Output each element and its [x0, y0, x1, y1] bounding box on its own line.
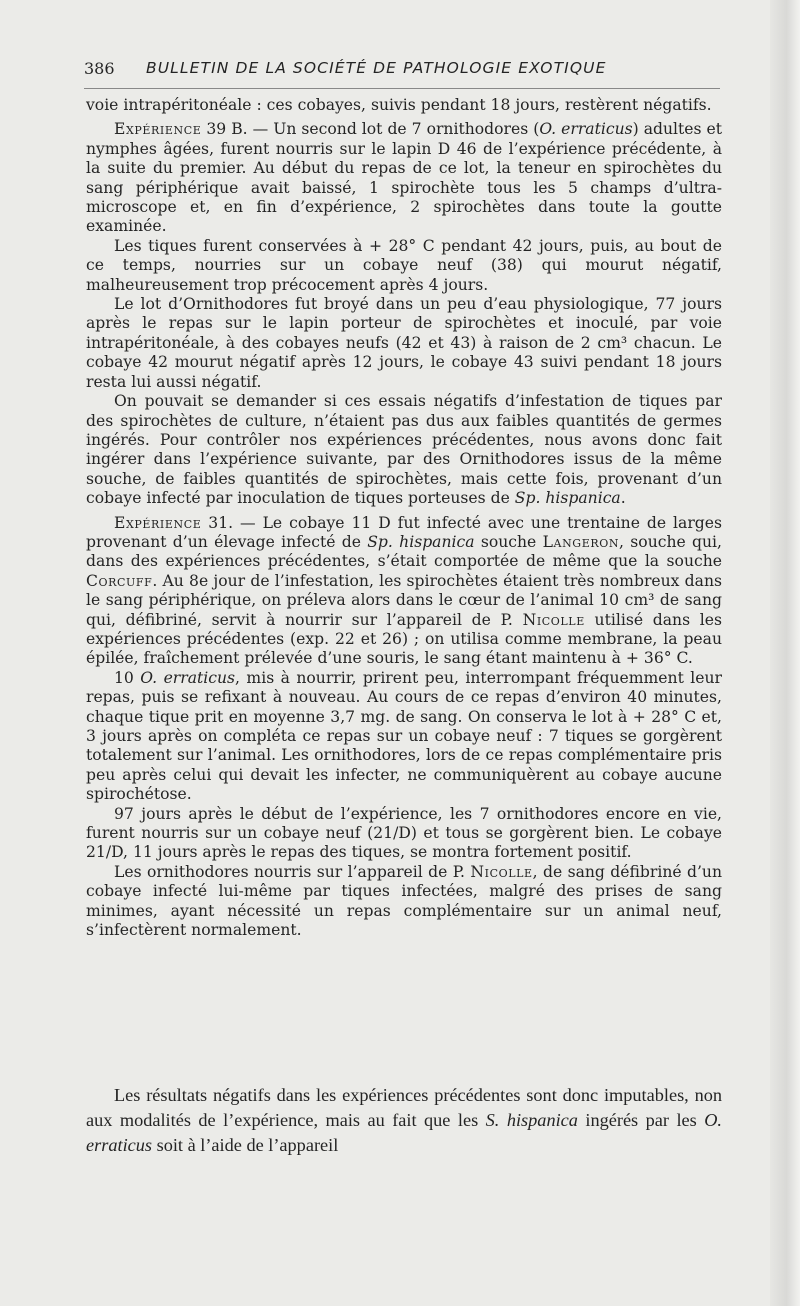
paragraph-text: souche: [474, 532, 543, 551]
small-caps-text: Corcuff: [86, 571, 153, 590]
paragraph: [86, 863, 722, 941]
paragraph-text: Les tiques furent conservées à + 28° C pendant 42 jours, puis, au bout de ce temps, nourries sur un cobaye neuf (38) qui mourut négatif, malheureusement trop précocement après 4 jours.: [86, 236, 722, 294]
small-caps-text: Nicolle: [522, 610, 585, 629]
small-caps-text: Langeron: [542, 532, 620, 551]
paragraph: [86, 237, 722, 295]
paragraph-text: Les résultats négatifs dans les expériences précédentes sont donc imputables, non aux modalités de l’expérience, mais au fait que les: [86, 1085, 722, 1130]
paragraph-text: . Au 8e jour de l’infestation, les spirochètes étaient très nombreux dans le sang périphérique, on préleva alors dans le cœur de l’animal 10 cm³ de sang qui, défibriné, servit à nourrir sur l’appareil de P.: [86, 571, 722, 629]
paragraph-text: Les ornithodores nourris sur l’appareil de P.: [114, 862, 471, 881]
paragraph-text: utilisé dans les expériences précédentes (exp. 22 et 26) ; on utilisa comme membrane, la peau épilée, fraîchement prélevée d’une souris, le sang étant maintenu à + 36° C.: [86, 610, 722, 668]
paragraph: [86, 1083, 722, 1158]
running-title: BULLETIN DE LA SOCIÉTÉ DE PATHOLOGIE EXOTIQUE: [146, 59, 607, 77]
paragraph: [86, 295, 722, 392]
page-number: 386: [84, 59, 115, 78]
paragraph-text: , mis à nourrir, prirent peu, interrompant fréquemment leur repas, puis se refixant à nouveau. Au cours de ce repas d’environ 40 minutes, chaque tique prit en moyenne 3,7 mg. de sang. On conserva le lot à + 28° C et, 3 jours après on compléta ce repas sur un cobaye neuf : 7 tiques se gorgèrent totalement sur l’animal. Les ornithodores, lors de ce repas complémentaire pris peu après celui qui devait les infecter, ne communiquèrent au cobaye aucune spirochétose.: [86, 668, 722, 804]
paragraph: [86, 669, 722, 805]
paragraph: [86, 514, 722, 669]
paragraph-text: , de sang défibriné d’un cobaye infecté lui-même par tiques infectées, malgré des prises de sang minimes, ayant nécessité un repas complémentaire sur un animal neuf, s’infectèrent normalement.: [86, 862, 722, 940]
paragraph: [86, 96, 722, 115]
header-rule: [84, 88, 720, 89]
body-text: [86, 96, 722, 940]
page-edge-shadow: [770, 0, 800, 1306]
paragraph-text: 31. — Le cobaye 11 D fut infecté avec une trentaine de larges provenant d’un élevage infecté de: [86, 513, 722, 551]
small-caps-text: Expérience: [114, 513, 202, 532]
paragraph-text: 97 jours après le début de l’expérience, les 7 ornithodores encore en vie, furent nourris sur un cobaye neuf (21/D) et tous se gorgèrent bien. Le cobaye 21/D, 11 jours après le repas des tiques, se montra fortement positif.: [86, 804, 722, 862]
paragraph-text: 39 B. — Un second lot de 7 ornithodores (: [201, 120, 540, 139]
paragraph-text: , souche qui, dans des expériences précédentes, s’était comportée de même que la souche: [86, 532, 723, 571]
conclusion-text: [86, 1083, 722, 1158]
paragraph-text: 10: [114, 668, 141, 687]
paragraph-text: voie intrapéritonéale : ces cobayes, suivis pendant 18 jours, restèrent négatifs.: [86, 96, 712, 114]
small-caps-text: Nicolle: [470, 862, 533, 881]
italic-text: Sp. hispanica: [514, 489, 621, 508]
paragraph: [86, 805, 722, 863]
italic-text: O. erraticus: [86, 1110, 722, 1155]
page-header: [84, 56, 724, 84]
paragraph: [86, 392, 722, 508]
italic-text: Sp. hispanica: [367, 532, 475, 551]
italic-text: S. hispanica: [485, 1110, 578, 1130]
paragraph-text: Le lot d’Ornithodores fut broyé dans un peu d’eau physiologique, 77 jours après le repas sur le lapin porteur de spirochètes et inoculé, par voie intrapéritonéale, à des cobayes neufs (42 et 43) à raison de 2 cm³ chacun. Le cobaye 42 mourut négatif après 12 jours, le cobaye 43 suivi pendant 18 jours resta lui aussi négatif.: [86, 295, 722, 391]
small-caps-text: Expérience: [114, 120, 202, 139]
paragraph-text: .: [620, 489, 626, 508]
italic-text: O. erraticus: [539, 120, 633, 139]
paragraph-text: On pouvait se demander si ces essais négatifs d’infestation de tiques par des spirochètes de culture, n’étaient pas dus aux faibles quantités de germes ingérés. Pour contrôler nos expériences précédentes, nous avons donc fait ingérer dans l’expérience suivante, par des Ornithodores issus de la même souche, de faibles quantités de spirochètes, mais cette fois, provenant d’un cobaye infecté par inoculation de tiques porteuses de: [86, 392, 722, 508]
paragraph: [86, 120, 722, 236]
paragraph-text: soit à l’aide de l’appareil: [152, 1135, 339, 1155]
paragraph-text: ingérés par les: [577, 1110, 705, 1130]
paragraph-text: ) adultes et nymphes âgées, furent nourris sur le lapin D 46 de l’expérience précédente, à la suite du premier. Au début du repas de ce lot, la teneur en spirochètes du sang périphérique avait baissé, 1 spirochète tous les 5 champs d’ultra-microscope et, en fin d’expérience, 2 spirochètes dans toute la goutte examinée.: [86, 120, 722, 236]
italic-text: O. erraticus: [140, 668, 236, 687]
